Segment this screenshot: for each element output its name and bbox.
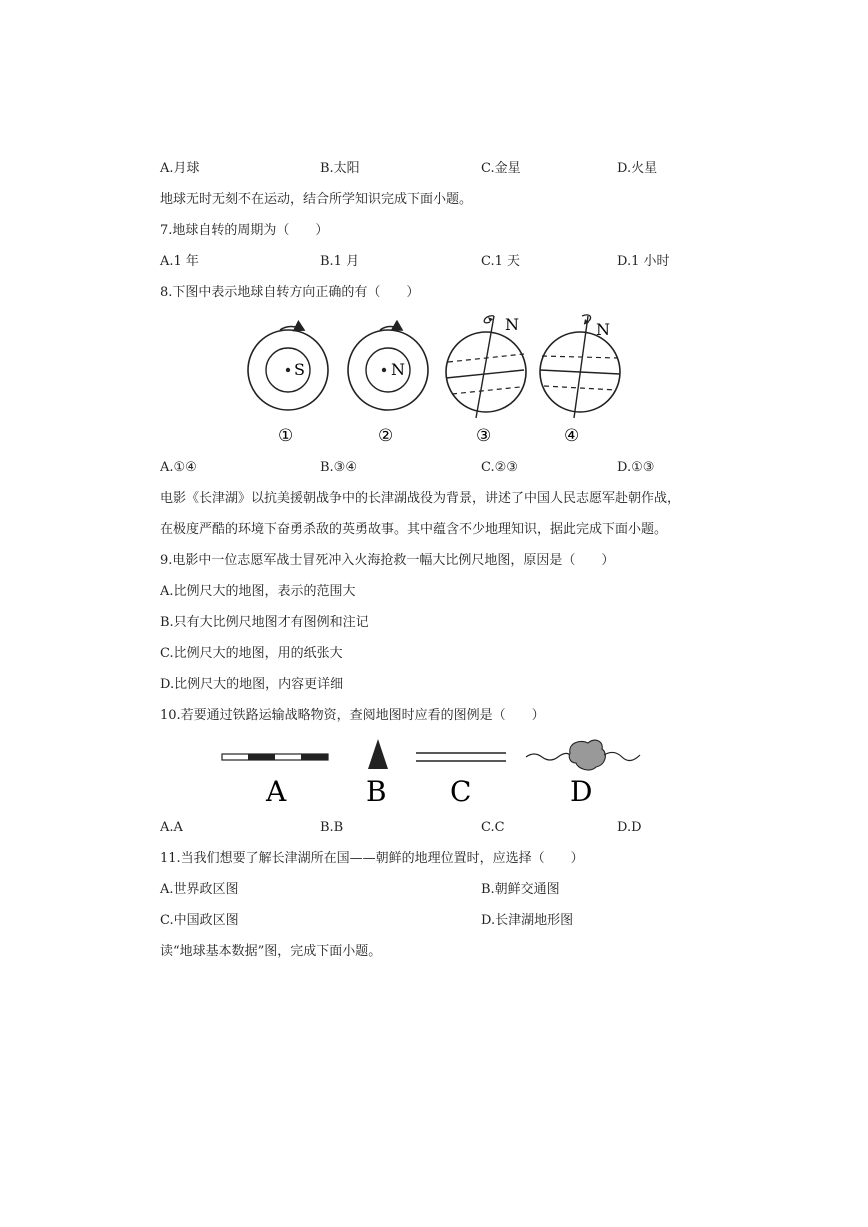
q11-option-d[interactable]: D.长津湖地形图 <box>481 913 574 928</box>
q7-option-b[interactable]: B.1 月 <box>320 254 360 269</box>
intro-earth-motion: 地球无时无刻不在运动，结合所学知识完成下面小题。 <box>160 192 473 207</box>
legend-c-double-line-symbol <box>416 753 506 808</box>
q8-option-b[interactable]: B.③④ <box>320 460 357 475</box>
q11-option-b[interactable]: B.朝鲜交通图 <box>481 882 560 897</box>
q6-option-a[interactable]: A.月球 <box>160 161 200 176</box>
legend-label-a: A <box>266 775 287 808</box>
globe-3-side-view <box>446 315 526 446</box>
q9-option-c[interactable]: C.比例尺大的地图，用的纸张大 <box>160 646 343 661</box>
legend-b-triangle-symbol <box>366 739 388 808</box>
q8-rotation-figure <box>230 308 640 450</box>
q7-option-c[interactable]: C.1 天 <box>481 254 521 269</box>
q10-stem: 10.若要通过铁路运输战略物资，查阅地图时应看的图例是（ ） <box>160 708 545 723</box>
legend-a-railway-symbol <box>222 754 328 808</box>
pole-label-3: N <box>505 315 519 334</box>
q8-option-d[interactable]: D.①③ <box>617 460 655 475</box>
q8-option-c[interactable]: C.②③ <box>481 460 518 475</box>
closing-instruction: 读“地球基本数据”图，完成下面小题。 <box>160 944 382 959</box>
q10-option-a[interactable]: A.A <box>160 820 183 835</box>
legend-label-d: D <box>570 775 593 808</box>
caption-3: ③ <box>476 426 492 446</box>
q10-option-c[interactable]: C.C <box>481 820 505 835</box>
q8-option-a[interactable]: A.①④ <box>160 460 197 475</box>
q9-option-b[interactable]: B.只有大比例尺地图才有图例和注记 <box>160 615 369 630</box>
q7-stem: 7.地球自转的周期为（ ） <box>160 223 329 238</box>
q10-option-d[interactable]: D.D <box>617 820 642 835</box>
legend-d-river-lake-symbol <box>526 740 640 808</box>
pole-label-2: N <box>391 360 405 379</box>
q9-option-d[interactable]: D.比例尺大的地图，内容更详细 <box>160 677 344 692</box>
q10-legend-figure <box>220 735 650 810</box>
caption-4: ④ <box>564 426 580 446</box>
globe-4-side-view <box>540 315 620 446</box>
q9-stem: 9.电影中一位志愿军战士冒死冲入火海抢救一幅大比例尺地图，原因是（ ） <box>160 553 615 568</box>
caption-1: ① <box>278 426 294 446</box>
q11-option-c[interactable]: C.中国政区图 <box>160 913 239 928</box>
q10-option-b[interactable]: B.B <box>320 820 344 835</box>
q9-option-a[interactable]: A.比例尺大的地图，表示的范围大 <box>160 584 356 599</box>
q11-stem: 11.当我们想要了解长津湖所在国——朝鲜的地理位置时，应选择（ ） <box>160 851 584 866</box>
intro-movie-line-2: 在极度严酷的环境下奋勇杀敌的英勇故事。其中蕴含不少地理知识，据此完成下面小题。 <box>160 522 668 537</box>
q6-option-b[interactable]: B.太阳 <box>320 161 360 176</box>
pole-label-4: N <box>596 320 610 339</box>
q11-option-a[interactable]: A.世界政区图 <box>160 882 239 897</box>
q7-option-a[interactable]: A.1 年 <box>160 254 199 269</box>
q7-option-d[interactable]: D.1 小时 <box>617 254 670 269</box>
legend-label-c: C <box>450 775 472 808</box>
q6-option-d[interactable]: D.火星 <box>617 161 658 176</box>
intro-movie-line-1: 电影《长津湖》以抗美援朝战争中的长津湖战役为背景，讲述了中国人民志愿军赴朝作战， <box>160 491 681 506</box>
caption-2: ② <box>378 426 394 446</box>
legend-label-b: B <box>366 775 387 808</box>
pole-label-1: S <box>294 360 305 379</box>
globe-2-north-view <box>348 327 428 447</box>
q6-option-c[interactable]: C.金星 <box>481 161 521 176</box>
globe-1-south-view <box>248 327 328 447</box>
q8-stem: 8.下图中表示地球自转方向正确的有（ ） <box>160 285 420 300</box>
